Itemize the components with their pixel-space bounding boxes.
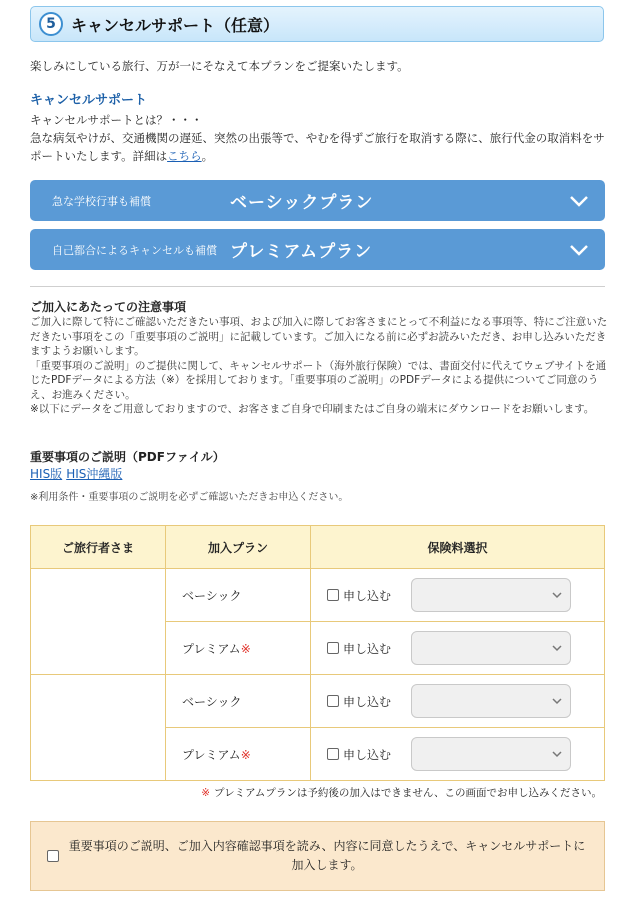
apply-label: 申し込む — [343, 747, 392, 762]
cancel-support-description — [30, 129, 610, 165]
chevron-down-icon — [552, 592, 562, 599]
premium-label: プレミアム — [182, 747, 241, 762]
premium-select[interactable] — [411, 684, 571, 718]
description-end: 。 — [201, 149, 214, 163]
premium-select[interactable] — [411, 578, 571, 612]
intro-text: 楽しみにしている旅行、万が一にそなえて本プランをご提案いたします。 — [30, 59, 409, 73]
insurance-table — [30, 525, 605, 781]
selection-cell — [311, 569, 605, 622]
premium-plan-name: プレミアムプラン — [230, 242, 373, 262]
apply-checkbox[interactable] — [327, 748, 339, 760]
section-header — [30, 6, 604, 42]
agreement-box — [30, 821, 605, 891]
pdf-links — [30, 465, 126, 482]
chevron-down-icon — [569, 195, 589, 207]
his-pdf-link[interactable]: HIS版 — [30, 467, 63, 481]
premium-label: プレミアム — [182, 641, 241, 656]
premium-note-mark: ※ — [201, 787, 211, 799]
notice-paragraph: ご加入に際して特にご確認いただきたい事項、および加入に際してお客さまにとって不利益になる事項等、特にご注意いただきたい事項をこの「重要事項のご説明」に記載しています。ご加入になる前に必ずお読みいただき、お申し込みいただきますようお願いします。 — [30, 316, 608, 357]
selection-cell — [311, 675, 605, 728]
chevron-down-icon — [552, 698, 562, 705]
selection-cell — [311, 728, 605, 781]
basic-plan-accordion[interactable] — [30, 180, 605, 221]
plan-label-basic: ベーシック — [166, 569, 311, 622]
apply-label: 申し込む — [343, 588, 392, 603]
apply-checkbox[interactable] — [327, 589, 339, 601]
premium-mark: ※ — [240, 747, 251, 762]
table-row — [31, 675, 605, 728]
traveler-column-header: ご旅行者さま — [31, 526, 166, 569]
cancel-support-question: キャンセルサポートとは？・・・ — [30, 113, 203, 127]
step-number-badge: 5 — [39, 12, 63, 36]
apply-checkbox[interactable] — [327, 695, 339, 707]
selection-cell — [311, 622, 605, 675]
section-title: キャンセルサポート（任意） — [71, 15, 280, 35]
table-header-row — [31, 526, 605, 569]
agreement-text: 重要事項のご説明、ご加入内容確認事項を読み、内容に同意したうえで、キャンセルサポートに加入します。 — [68, 839, 586, 872]
notice-title: ご加入にあたっての注意事項 — [30, 300, 187, 314]
premium-select[interactable] — [411, 737, 571, 771]
basic-plan-subtitle: 急な学校行事も補償 — [52, 194, 151, 208]
agreement-checkbox[interactable] — [47, 850, 59, 862]
basic-plan-name: ベーシックプラン — [230, 193, 374, 213]
apply-label: 申し込む — [343, 694, 392, 709]
notice-body — [30, 315, 608, 417]
premium-plan-subtitle: 自己都合によるキャンセルも補償 — [52, 243, 217, 257]
chevron-down-icon — [552, 751, 562, 758]
description-text: 急な病気やけが、交通機関の遅延、突然の出張等で、やむを得ずご旅行を取消する際に、旅行代金の取消料をサポートいたします。詳細は — [30, 131, 605, 163]
plan-label-premium — [166, 622, 311, 675]
chevron-down-icon — [569, 244, 589, 256]
notice-paragraph: 「重要事項のご説明」のご提供に関して、キャンセルサポート（海外旅行保険）では、書面交付に代えてウェブサイトを通じたPDFデータによる方法（※）を採用しております。「重要事項のご説明」のPDFデータによる提供についてご同意のうえ、お進みください。 — [30, 359, 607, 401]
cancel-support-heading: キャンセルサポート — [30, 93, 148, 108]
premium-note — [201, 785, 602, 800]
premium-select-column-header: 保険料選択 — [311, 526, 605, 569]
apply-checkbox[interactable] — [327, 642, 339, 654]
premium-mark: ※ — [240, 641, 251, 656]
details-link[interactable]: こちら — [167, 149, 202, 163]
apply-label: 申し込む — [343, 641, 392, 656]
traveler-cell — [31, 569, 166, 675]
premium-select[interactable] — [411, 631, 571, 665]
premium-plan-accordion[interactable] — [30, 229, 605, 270]
plan-column-header: 加入プラン — [166, 526, 311, 569]
divider — [30, 286, 605, 287]
notice-paragraph: ※以下にデータをご用意しておりますので、お客さまご自身で印刷またはご自身の端末にダウンロードをお願いします。 — [30, 403, 595, 415]
traveler-cell — [31, 675, 166, 781]
his-okinawa-pdf-link[interactable]: HIS沖縄版 — [66, 467, 123, 481]
table-row — [31, 569, 605, 622]
terms-note: ※利用条件・重要事項のご説明を必ずご確認いただきお申込ください。 — [30, 492, 349, 503]
pdf-title: 重要事項のご説明（PDFファイル） — [30, 450, 225, 464]
chevron-down-icon — [552, 645, 562, 652]
plan-label-premium — [166, 728, 311, 781]
plan-label-basic: ベーシック — [166, 675, 311, 728]
premium-note-text: プレミアムプランは予約後の加入はできません、この画面でお申し込みください。 — [214, 787, 602, 799]
